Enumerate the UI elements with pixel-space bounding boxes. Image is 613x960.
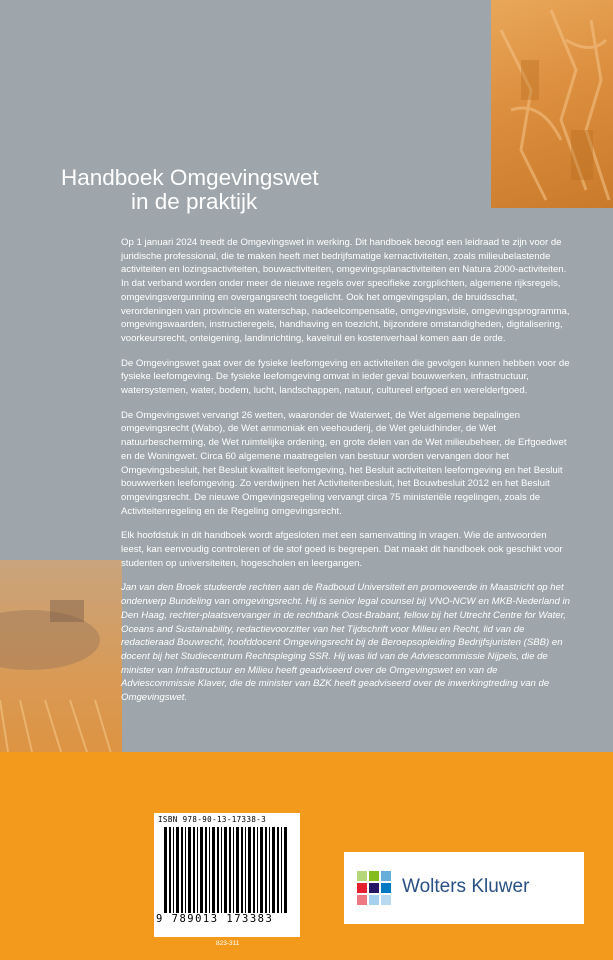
- barcode-bar: [272, 827, 275, 913]
- barcode-bar: [284, 827, 287, 913]
- barcode-bar: [209, 827, 210, 913]
- blurb-paragraph: De Omgevingswet gaat over de fysieke leefomgeving en activiteiten die gevolgen kunnen hebben voor de fysieke leefomgeving. De fysieke leefomgeving omvat in ieder geval bouwwerken, infrastructuur, watersystemen, water, bodem, lucht, landschappen, natuur, cultureel erfgoed en werelderfgoed.: [121, 357, 570, 397]
- barcode-bar: [188, 827, 191, 913]
- wolters-kluwer-logo-icon: [356, 870, 392, 906]
- book-title-line-1: Handboek Omgevingswet: [61, 165, 319, 190]
- blurb-paragraph: Op 1 januari 2024 treedt de Omgevingswet in werking. Dit handboek beoogt een leidraad te zijn voor de juridische professional, die te maken heeft met bedrijfsmatige kernactiviteiten, zoals milieubelastende activiteiten en lozingsactiviteiten, bouwactiviteiten, omgevingsplanactiviteiten en Natura 2000-activiteiten. In dat verband worden onder meer de nieuwe regels over specifieke zorgplichten, algemene rijksregels, omgevingsvergunning en overgangsrecht toegelicht. Ook het omgevingsplan, de bruidsschat, verordeningen van provincie en waterschap, nadeelcompensatie, omgevingsvisie, omgevingsprogramma, omgevingswaarden, instructieregels, handhaving en toezicht, bijzondere omstandigheden, digitalisering, voorkeursrecht, onteigening, landinrichting, kavelruil en kostenverhaal komen aan de orde.: [121, 237, 570, 344]
- barcode-bar: [229, 827, 231, 913]
- barcode-bar: [169, 827, 171, 913]
- barcode-bar: [277, 827, 279, 913]
- barcode-bar: [181, 827, 183, 913]
- barcode-bar: [205, 827, 207, 913]
- blurb-paragraph: Elk hoofdstuk in dit handboek wordt afgesloten met een samenvatting in vragen. Wie de antwoorden leest, kan eenvoudig controleren of de stof goed is begrepen. Dat maakt dit handboek ook geschikt voor studenten op universiteiten, hogescholen en leergangen.: [121, 530, 563, 569]
- barcode-bars: [164, 827, 290, 913]
- barcode-bar: [212, 827, 215, 913]
- decorative-photo-top: [491, 0, 613, 208]
- barcode-bar: [193, 827, 195, 913]
- blurb-paragraph: De Omgevingswet vervangt 26 wetten, waaronder de Waterwet, de Wet algemene bepalingen omgevingsrecht (Wabo), de Wet ammoniak en veehouderij, de Wet geluidhinder, de Wet natuurbescherming, de Wet ruimtelijke ordening, en grote delen van de Wet milieubeheer, de Erfgoedwet en de Woningwet. Circa 60 algemene maatregelen van bestuur worden vervangen door het Omgevingsbesluit, het Besluit kwaliteit leefomgeving, het Besluit activiteiten leefomgeving en het Besluit bouwwerken leefomgeving. Zo verdwijnen het Activiteitenbesluit, het Bouwbesluit 2012 en het Besluit omgevingsrecht. De nieuwe Omgevingsregeling vervangt circa 75 ministeriële regelingen, zoals de Activiteitenregeling en de Regeling omgevingsrecht.: [121, 409, 567, 517]
- barcode-bar: [233, 827, 234, 913]
- book-title-line-2: in de praktijk: [131, 189, 258, 214]
- barcode-bar: [197, 827, 198, 913]
- barcode-bar: [281, 827, 282, 913]
- barcode-bar: [265, 827, 267, 913]
- barcode-bar: [164, 827, 167, 913]
- blurb: [121, 236, 571, 716]
- barcode-bar: [176, 827, 179, 913]
- barcode-bar: [269, 827, 270, 913]
- barcode-bar: [253, 827, 255, 913]
- barcode-bar: [236, 827, 239, 913]
- author-bio: Jan van den Broek studeerde rechten aan de Radboud Universiteit en promoveerde in Maastricht op het onderwerp Bundeling van omgevingsrecht. Hij is senior legal counsel bij VNO-NCW en MKB-Nederland in Den Haag, rechter-plaatsvervanger in de rechtbank Oost-Brabant, fellow bij het Utrecht Centre for Water, Oceans and Sustainability, redactievoorzitter van het Tijdschrift voor Milieu en Recht, lid van de redactieraad Bouwrecht, hoofddocent Omgevingsrecht bij de Beroepsopleiding Bedrijfsjuristen (SBB) en docent bij het Studiecentrum Rechtspleging SSR. Hij was lid van de Adviescommissie Nijpels, die de minister van Infrastructuur en Milieu heeft geadviseerd over de Omgevingswet en van de Adviescommissie Klaver, die de minister van BZK heeft geadviseerd over de inwerkingtreding van de Omgevingswet.: [121, 582, 570, 704]
- barcode-bar: [248, 827, 251, 913]
- book-title: [61, 166, 319, 214]
- publisher-logo: [344, 852, 584, 924]
- barcode-bar: [245, 827, 246, 913]
- barcode-bar: [224, 827, 227, 913]
- publisher-name: Wolters Kluwer: [402, 876, 530, 897]
- isbn-barcode: [154, 813, 300, 937]
- barcode-bar: [185, 827, 186, 913]
- barcode-bar: [200, 827, 203, 913]
- isbn-label: ISBN 978-90-13-17338-3: [158, 815, 267, 824]
- barcode-bar: [173, 827, 174, 913]
- barcode-bar: [217, 827, 219, 913]
- barcode-bar: [257, 827, 258, 913]
- barcode-bar: [241, 827, 243, 913]
- product-code: 823-311: [216, 940, 240, 947]
- barcode-bar: [221, 827, 222, 913]
- isbn-digits: 9 789013 173383: [156, 913, 274, 925]
- barcode-bar: [260, 827, 263, 913]
